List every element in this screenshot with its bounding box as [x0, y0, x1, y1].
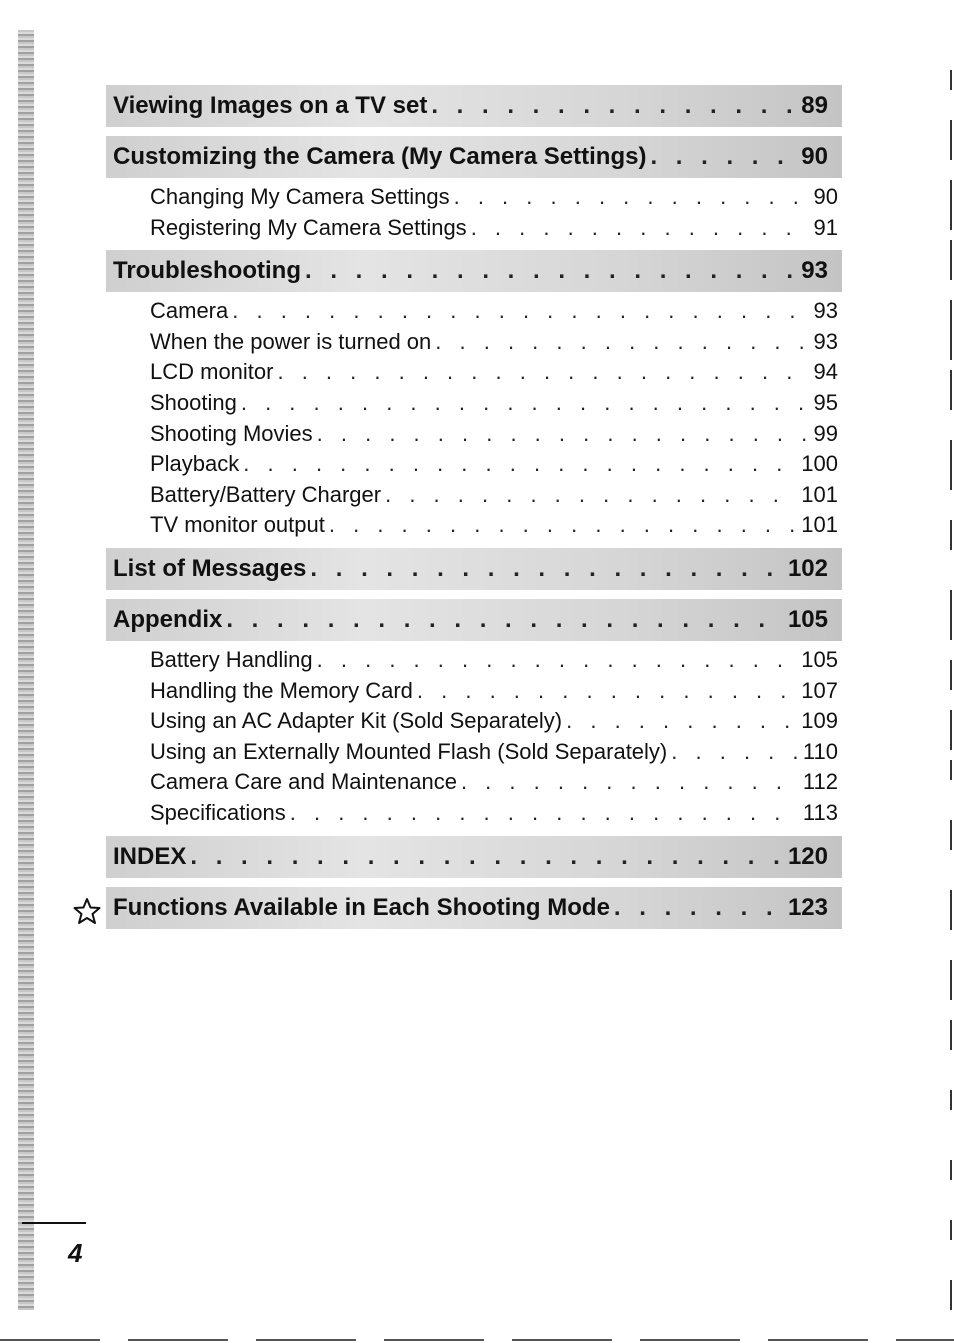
dot-leader — [241, 390, 810, 416]
entry-title: Battery/Battery Charger — [150, 482, 382, 507]
toc-section[interactable] — [106, 599, 842, 641]
dot-leader — [435, 329, 809, 355]
entry-page: 109 — [801, 708, 838, 733]
toc-entry[interactable] — [150, 737, 838, 767]
entry-title: Shooting Movies — [150, 421, 313, 446]
toc-entry[interactable] — [150, 388, 838, 418]
section-page: 123 — [787, 894, 828, 921]
section-page: 120 — [787, 843, 828, 870]
section-page: 105 — [787, 606, 828, 633]
section-title: Customizing the Camera (My Camera Settings) — [113, 143, 647, 170]
dot-leader — [454, 184, 810, 210]
entry-title: TV monitor output — [150, 512, 325, 537]
dot-leader — [243, 451, 797, 477]
entry-title: Playback — [150, 451, 240, 476]
page-number-rule — [22, 1222, 86, 1224]
section-page: 89 — [801, 92, 828, 119]
dot-leader — [566, 708, 797, 734]
dot-leader — [232, 298, 809, 324]
toc-entry[interactable] — [150, 676, 838, 706]
entry-page: 91 — [813, 215, 838, 240]
toc-section[interactable] — [106, 136, 842, 178]
entry-page: 113 — [802, 800, 838, 825]
dot-leader — [614, 894, 784, 922]
entry-title: Battery Handling — [150, 647, 313, 672]
toc-entry[interactable] — [150, 357, 838, 387]
toc-entry[interactable] — [150, 510, 838, 540]
entry-page: 112 — [802, 769, 838, 794]
section-page: 90 — [801, 143, 828, 170]
entry-title: Shooting — [150, 390, 237, 415]
entry-title: Changing My Camera Settings — [150, 184, 450, 209]
entry-page: 94 — [813, 359, 838, 384]
toc-entry[interactable] — [150, 213, 838, 243]
dot-leader — [277, 359, 809, 385]
section-title: Viewing Images on a TV set — [113, 92, 428, 119]
section-title: Functions Available in Each Shooting Mode — [113, 894, 610, 921]
entry-page: 110 — [802, 739, 838, 764]
star-outline-icon — [72, 896, 102, 926]
dot-leader — [471, 215, 810, 241]
dot-leader — [671, 739, 799, 765]
toc-entry[interactable] — [150, 449, 838, 479]
section-title: Troubleshooting — [113, 257, 301, 284]
dot-leader — [431, 92, 797, 120]
toc-entry[interactable] — [150, 798, 838, 828]
entry-title: Handling the Memory Card — [150, 678, 413, 703]
entry-page: 100 — [801, 451, 838, 476]
entry-title: LCD monitor — [150, 359, 274, 384]
page-number: 4 — [68, 1238, 83, 1268]
dot-leader — [317, 421, 810, 447]
entry-page: 95 — [813, 390, 838, 415]
toc-section[interactable] — [106, 836, 842, 878]
dot-leader — [461, 769, 799, 795]
toc-entry[interactable] — [150, 182, 838, 212]
toc-entry[interactable] — [150, 767, 838, 797]
section-title: INDEX — [113, 843, 187, 870]
toc-entry[interactable] — [150, 327, 838, 357]
entry-page: 101 — [801, 482, 838, 507]
toc-entry[interactable] — [150, 706, 838, 736]
dot-leader — [317, 647, 798, 673]
dot-leader — [310, 555, 784, 583]
dot-leader — [290, 800, 799, 826]
toc-section[interactable] — [106, 548, 842, 590]
section-title: List of Messages — [113, 555, 307, 582]
toc-entry[interactable] — [150, 645, 838, 675]
section-page: 93 — [801, 257, 828, 284]
entry-page: 93 — [813, 329, 838, 354]
dot-leader — [417, 678, 797, 704]
toc-section[interactable] — [106, 250, 842, 292]
toc-entry[interactable] — [150, 296, 838, 326]
entry-page: 99 — [813, 421, 838, 446]
section-title: Appendix — [113, 606, 223, 633]
entry-title: Using an Externally Mounted Flash (Sold Separately) — [150, 739, 668, 764]
entry-title: Camera — [150, 298, 229, 323]
entry-title: Camera Care and Maintenance — [150, 769, 457, 794]
entry-page: 93 — [813, 298, 838, 323]
dot-leader — [329, 512, 797, 538]
toc-section[interactable] — [106, 85, 842, 127]
dot-leader — [650, 143, 797, 171]
toc-entry[interactable] — [150, 480, 838, 510]
dot-leader — [305, 257, 797, 285]
toc-entry[interactable] — [150, 419, 838, 449]
entry-page: 101 — [801, 512, 838, 537]
entry-title: When the power is turned on — [150, 329, 432, 354]
dot-leader — [226, 606, 784, 634]
entry-title: Specifications — [150, 800, 286, 825]
entry-title: Registering My Camera Settings — [150, 215, 467, 240]
entry-title: Using an AC Adapter Kit (Sold Separately) — [150, 708, 563, 733]
section-page: 102 — [787, 555, 828, 582]
dot-leader — [190, 843, 784, 871]
entry-page: 90 — [813, 184, 838, 209]
entry-page: 105 — [801, 647, 838, 672]
dot-leader — [385, 482, 797, 508]
entry-page: 107 — [801, 678, 838, 703]
toc-section[interactable] — [106, 887, 842, 929]
